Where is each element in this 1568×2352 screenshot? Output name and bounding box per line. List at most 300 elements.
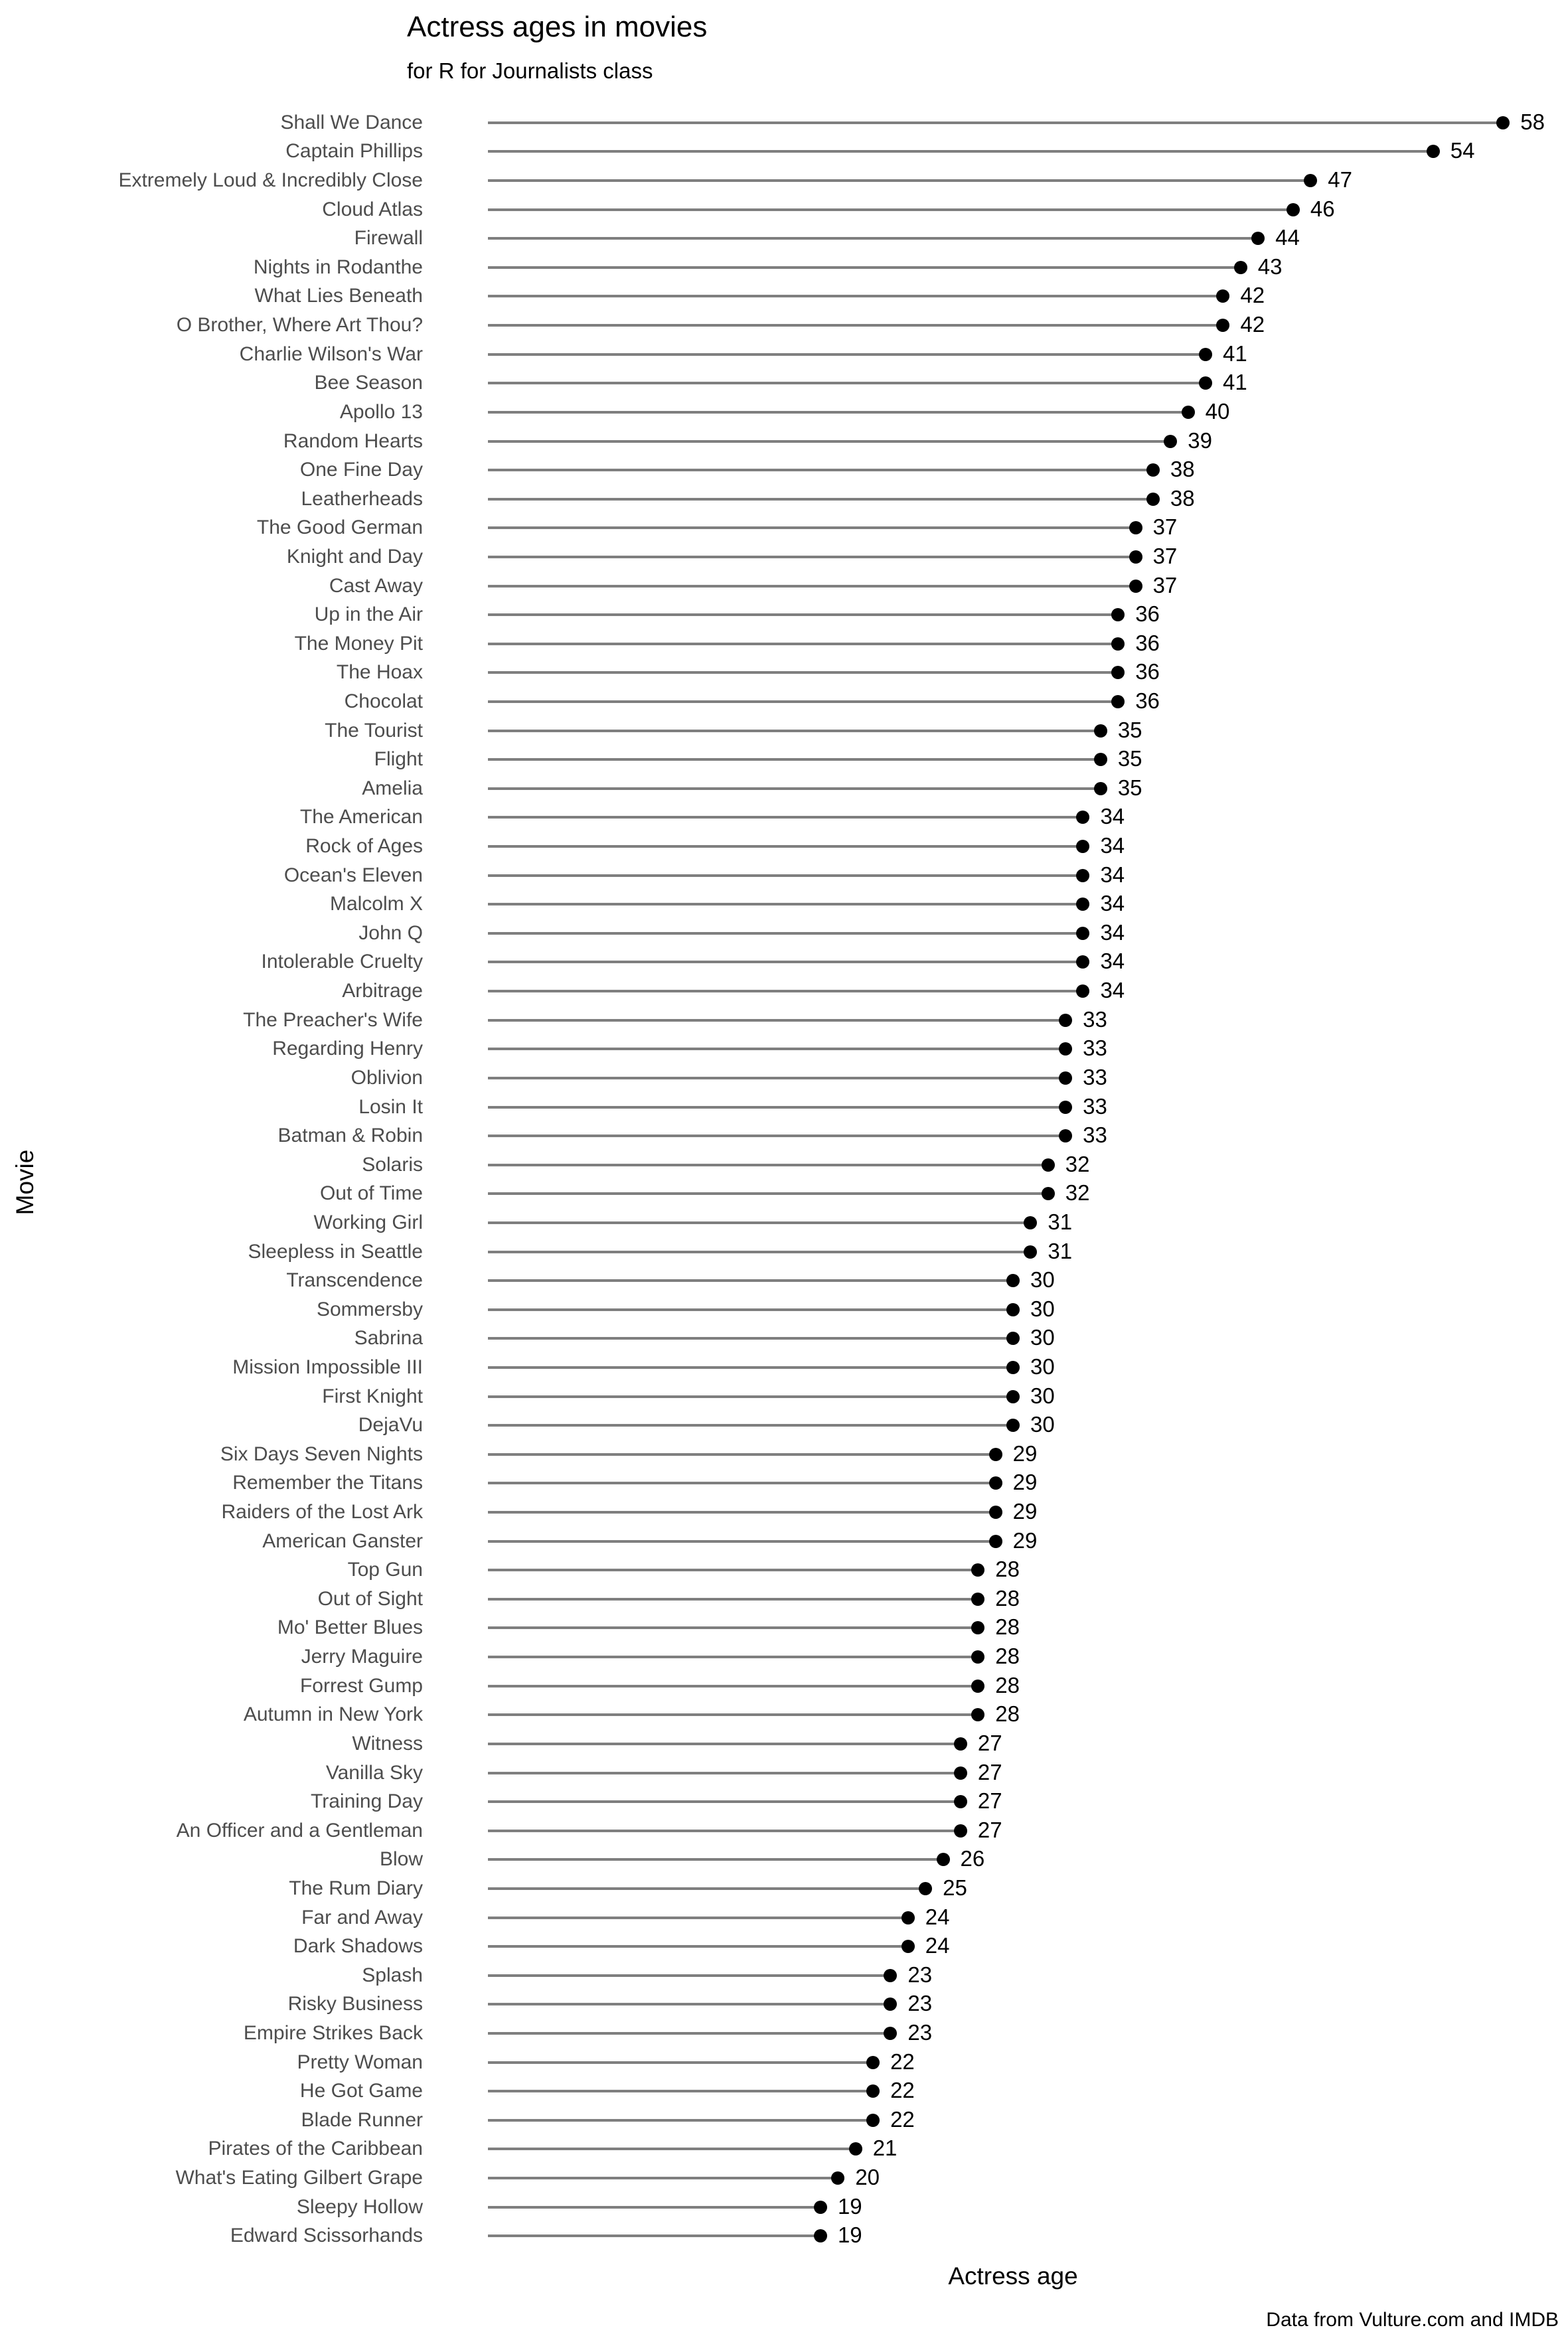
lollipop-line	[488, 643, 1118, 645]
chart-row	[0, 687, 1568, 716]
age-value: 30	[1030, 1412, 1055, 1437]
lollipop-dot	[1146, 463, 1160, 477]
lollipop-track	[488, 1121, 1538, 1150]
lollipop-dot	[1129, 550, 1142, 564]
chart-row	[0, 166, 1568, 195]
lollipop-dot	[1024, 1245, 1037, 1259]
lollipop-dot	[1111, 666, 1125, 679]
lollipop-dot	[1042, 1187, 1055, 1200]
chart-row	[0, 948, 1568, 977]
chart-row	[0, 1555, 1568, 1585]
lollipop-dot	[884, 1969, 897, 1982]
movie-label: Charlie Wilson's War	[239, 343, 423, 365]
lollipop-line	[488, 1800, 961, 1803]
movie-label: Arbitrage	[342, 980, 423, 1002]
chart-row	[0, 774, 1568, 803]
lollipop-dot	[1042, 1158, 1055, 1172]
lollipop-line	[488, 1713, 978, 1716]
lollipop-line	[488, 1540, 996, 1543]
lollipop-track	[488, 1353, 1538, 1382]
lollipop-dot	[1076, 927, 1089, 940]
age-value: 35	[1117, 775, 1142, 801]
chart-row	[0, 108, 1568, 137]
movie-label: Out of Sight	[317, 1587, 423, 1610]
age-value: 34	[1100, 862, 1125, 887]
movie-label: Top Gun	[347, 1559, 423, 1581]
age-value: 40	[1205, 399, 1230, 424]
lollipop-track	[488, 514, 1538, 543]
lollipop-dot	[814, 2229, 827, 2242]
chart-row	[0, 224, 1568, 253]
age-value: 46	[1310, 196, 1335, 221]
lollipop-dot	[989, 1448, 1002, 1461]
lollipop-track	[488, 1180, 1538, 1209]
lollipop-dot	[1496, 116, 1510, 129]
chart-row	[0, 1093, 1568, 1122]
lollipop-line	[488, 700, 1118, 703]
age-value: 25	[943, 1875, 967, 1901]
lollipop-line	[488, 1279, 1013, 1282]
lollipop-line	[488, 671, 1118, 674]
chart-row	[0, 1440, 1568, 1469]
lollipop-track	[488, 890, 1538, 919]
lollipop-track	[488, 455, 1538, 485]
lollipop-line	[488, 2234, 821, 2237]
lollipop-dot	[866, 2084, 880, 2098]
lollipop-line	[488, 932, 1083, 935]
lollipop-line	[488, 903, 1083, 905]
age-value: 37	[1152, 572, 1178, 597]
lollipop-dot	[814, 2201, 827, 2214]
age-value: 54	[1450, 138, 1475, 163]
age-value: 23	[907, 1962, 933, 1988]
lollipop-dot	[1059, 1101, 1072, 1114]
lollipop-track	[488, 1787, 1538, 1816]
chart-row	[0, 1672, 1568, 1701]
movie-label: Malcolm X	[329, 893, 423, 915]
lollipop-track	[488, 1642, 1538, 1672]
lollipop-dot	[1199, 348, 1212, 361]
lollipop-dot	[1076, 955, 1089, 969]
lollipop-track	[488, 803, 1538, 832]
movie-label: Apollo 13	[339, 400, 423, 423]
age-value: 34	[1100, 949, 1125, 974]
lollipop-track	[488, 629, 1538, 659]
chart-row	[0, 659, 1568, 688]
movie-label: Vanilla Sky	[325, 1761, 423, 1784]
lollipop-dot	[989, 1476, 1002, 1490]
lollipop-line	[488, 324, 1223, 327]
chart-row	[0, 485, 1568, 514]
chart-row	[0, 1614, 1568, 1643]
age-value: 41	[1223, 341, 1247, 366]
lollipop-line	[488, 1858, 943, 1861]
chart-row	[0, 282, 1568, 311]
movie-label: Pirates of the Caribbean	[208, 2138, 423, 2160]
lollipop-dot	[971, 1563, 984, 1577]
movie-label: What's Eating Gilbert Grape	[175, 2167, 423, 2189]
lollipop-line	[488, 1743, 961, 1745]
chart-row	[0, 1382, 1568, 1411]
age-value: 29	[1012, 1499, 1038, 1524]
chart-row	[0, 2019, 1568, 2048]
y-axis-title: Movie	[11, 1149, 39, 1215]
lollipop-dot	[971, 1680, 984, 1693]
movie-label: Batman & Robin	[277, 1125, 423, 1147]
age-value: 28	[995, 1644, 1020, 1669]
lollipop-line	[488, 2177, 838, 2179]
movie-label: First Knight	[322, 1385, 423, 1407]
chart-row	[0, 368, 1568, 398]
age-value: 37	[1152, 514, 1178, 540]
lollipop-dot	[1129, 521, 1142, 534]
age-value: 29	[1012, 1441, 1038, 1466]
age-value: 30	[1030, 1267, 1055, 1293]
lollipop-track	[488, 2135, 1538, 2164]
chart-row	[0, 1527, 1568, 1556]
lollipop-dot	[1006, 1303, 1020, 1316]
lollipop-line	[488, 2206, 821, 2209]
lollipop-line	[488, 266, 1241, 269]
movie-label: The Hoax	[336, 661, 423, 684]
chart-row	[0, 2106, 1568, 2135]
movie-label: An Officer and a Gentleman	[176, 1819, 423, 1842]
chart-row	[0, 1180, 1568, 1209]
lollipop-track	[488, 398, 1538, 427]
lollipop-line	[488, 1626, 978, 1629]
chart-row	[0, 1353, 1568, 1382]
age-value: 33	[1083, 1006, 1107, 1032]
lollipop-track	[488, 948, 1538, 977]
chart-row	[0, 977, 1568, 1006]
chart-row	[0, 1759, 1568, 1788]
movie-label: Risky Business	[287, 1993, 423, 2015]
lollipop-dot	[1164, 435, 1177, 448]
lollipop-dot	[971, 1621, 984, 1634]
lollipop-track	[488, 1150, 1538, 1180]
lollipop-track	[488, 224, 1538, 253]
movie-label: Random Hearts	[283, 430, 423, 452]
lollipop-dot	[1024, 1216, 1037, 1229]
chart-row	[0, 1701, 1568, 1730]
lollipop-line	[488, 1395, 1013, 1398]
chart-row	[0, 1903, 1568, 1932]
chart-row	[0, 629, 1568, 659]
chart-row	[0, 2193, 1568, 2222]
movie-label: Knight and Day	[286, 545, 423, 568]
lollipop-dot	[1059, 1071, 1072, 1085]
lollipop-track	[488, 1585, 1538, 1614]
movie-label: Dark Shadows	[293, 1935, 423, 1958]
lollipop-track	[488, 745, 1538, 774]
lollipop-line	[488, 1308, 1013, 1311]
lollipop-track	[488, 1701, 1538, 1730]
lollipop-dot	[831, 2171, 844, 2185]
chart-row	[0, 1006, 1568, 1035]
lollipop-line	[488, 1656, 978, 1658]
lollipop-track	[488, 1527, 1538, 1556]
movie-label: Forrest Gump	[299, 1674, 423, 1697]
chart-row	[0, 1729, 1568, 1759]
lollipop-track	[488, 1237, 1538, 1267]
lollipop-dot	[902, 1940, 915, 1953]
lollipop-dot	[1006, 1332, 1020, 1345]
lollipop-dot	[1076, 840, 1089, 853]
lollipop-line	[488, 1106, 1065, 1109]
movie-label: Solaris	[362, 1153, 423, 1176]
lollipop-dot	[1111, 608, 1125, 621]
lollipop-line	[488, 237, 1258, 240]
lollipop-track	[488, 2019, 1538, 2048]
movie-label: American Ganster	[262, 1529, 423, 1552]
movie-label: Raiders of the Lost Ark	[221, 1501, 423, 1524]
lollipop-line	[488, 1019, 1065, 1022]
lollipop-track	[488, 687, 1538, 716]
lollipop-line	[488, 1482, 996, 1484]
chart-row	[0, 2221, 1568, 2250]
chart-row	[0, 861, 1568, 890]
rows	[0, 108, 1568, 2250]
age-value: 28	[995, 1672, 1020, 1697]
age-value: 36	[1135, 659, 1160, 684]
movie-label: Out of Time	[319, 1182, 423, 1205]
age-value: 33	[1083, 1065, 1107, 1090]
lollipop-track	[488, 195, 1538, 224]
movie-label: Six Days Seven Nights	[220, 1443, 423, 1465]
age-value: 29	[1012, 1528, 1038, 1553]
lollipop-track	[488, 1903, 1538, 1932]
age-value: 22	[890, 2107, 915, 2132]
movie-label: Far and Away	[301, 1906, 423, 1928]
movie-label: Cloud Atlas	[322, 198, 423, 220]
lollipop-line	[488, 1251, 1030, 1253]
chart-row	[0, 2135, 1568, 2164]
movie-label: DejaVu	[358, 1414, 423, 1437]
lollipop-dot	[971, 1708, 984, 1721]
lollipop-dot	[1094, 724, 1107, 738]
movie-label: He Got Game	[299, 2080, 423, 2102]
lollipop-line	[488, 845, 1083, 848]
age-value: 26	[960, 1846, 985, 1871]
movie-label: The American	[299, 806, 423, 828]
lollipop-track	[488, 1729, 1538, 1759]
lollipop-track	[488, 600, 1538, 629]
movie-label: The Money Pit	[294, 632, 423, 655]
lollipop-line	[488, 961, 1083, 963]
chart-row	[0, 2077, 1568, 2106]
lollipop-dot	[1146, 493, 1160, 506]
lollipop-dot	[1076, 869, 1089, 882]
lollipop-line	[488, 440, 1170, 443]
chart-title: Actress ages in movies	[407, 11, 708, 43]
chart-row	[0, 253, 1568, 282]
age-value: 28	[995, 1614, 1020, 1640]
lollipop-track	[488, 1672, 1538, 1701]
lollipop-track	[488, 659, 1538, 688]
age-value: 22	[890, 2078, 915, 2103]
movie-label: Rock of Ages	[305, 835, 423, 858]
chart-row	[0, 542, 1568, 572]
lollipop-line	[488, 121, 1503, 124]
lollipop-dot	[954, 1737, 967, 1751]
lollipop-track	[488, 166, 1538, 195]
lollipop-line	[488, 208, 1293, 211]
lollipop-line	[488, 1366, 1013, 1369]
chart-row	[0, 137, 1568, 167]
movie-label: Autumn in New York	[243, 1703, 423, 1726]
age-value: 27	[977, 1817, 1002, 1842]
lollipop-line	[488, 613, 1118, 616]
lollipop-track	[488, 1382, 1538, 1411]
lollipop-track	[488, 1324, 1538, 1354]
chart-row	[0, 514, 1568, 543]
age-value: 27	[977, 1759, 1002, 1784]
movie-label: Blow	[379, 1848, 423, 1871]
lollipop-line	[488, 1135, 1065, 1137]
lollipop-dot	[1234, 261, 1247, 274]
lollipop-dot	[1076, 898, 1089, 911]
age-value: 36	[1135, 601, 1160, 627]
lollipop-dot	[954, 1795, 967, 1808]
movie-label: Splash	[362, 1964, 423, 1986]
lollipop-dot	[866, 2114, 880, 2127]
lollipop-track	[488, 572, 1538, 601]
chart-row	[0, 1585, 1568, 1614]
lollipop-dot	[1059, 1042, 1072, 1056]
movie-label: Shall We Dance	[280, 111, 423, 133]
age-value: 34	[1100, 804, 1125, 829]
lollipop-track	[488, 2077, 1538, 2106]
lollipop-track	[488, 1816, 1538, 1845]
movie-label: Pretty Woman	[297, 2051, 423, 2073]
movie-label: Leatherheads	[301, 487, 423, 510]
movie-label: Witness	[352, 1732, 423, 1755]
age-value: 32	[1065, 1151, 1090, 1176]
lollipop-line	[488, 2148, 856, 2150]
lollipop-dot	[1287, 203, 1300, 216]
age-value: 27	[977, 1788, 1002, 1814]
age-value: 34	[1100, 978, 1125, 1003]
age-value: 47	[1328, 167, 1352, 193]
age-value: 30	[1030, 1354, 1055, 1379]
movie-label: Captain Phillips	[285, 140, 423, 163]
age-value: 23	[907, 1991, 933, 2016]
chart-row	[0, 1121, 1568, 1150]
lollipop-line	[488, 411, 1188, 414]
movie-label: The Tourist	[325, 719, 423, 742]
lollipop-dot	[971, 1593, 984, 1606]
lollipop-dot	[1427, 145, 1440, 158]
movie-label: John Q	[358, 921, 423, 944]
lollipop-track	[488, 282, 1538, 311]
chart-subtitle: for R for Journalists class	[407, 58, 653, 83]
lollipop-line	[488, 990, 1083, 992]
age-value: 33	[1083, 1123, 1107, 1148]
age-value: 36	[1135, 688, 1160, 714]
chart-row	[0, 340, 1568, 369]
lollipop-track	[488, 1932, 1538, 1961]
movie-label: Up in the Air	[314, 603, 423, 626]
lollipop-line	[488, 2061, 873, 2064]
age-value: 28	[995, 1557, 1020, 1582]
chart-row	[0, 1035, 1568, 1064]
chart-row	[0, 1498, 1568, 1527]
chart-row	[0, 195, 1568, 224]
chart-row	[0, 1990, 1568, 2019]
age-value: 31	[1048, 1238, 1073, 1263]
chart-row	[0, 716, 1568, 745]
lollipop-track	[488, 1411, 1538, 1440]
chart-row	[0, 1932, 1568, 1961]
age-value: 19	[837, 2223, 862, 2248]
age-value: 35	[1117, 746, 1142, 771]
chart-row	[0, 398, 1568, 427]
lollipop-dot	[1094, 782, 1107, 795]
lollipop-track	[488, 2048, 1538, 2077]
lollipop-track	[488, 253, 1538, 282]
lollipop-dot	[1251, 232, 1265, 245]
lollipop-track	[488, 1469, 1538, 1498]
age-value: 28	[995, 1701, 1020, 1727]
age-value: 42	[1240, 283, 1265, 308]
chart-row	[0, 1874, 1568, 1903]
lollipop-track	[488, 137, 1538, 167]
age-value: 37	[1152, 544, 1178, 569]
age-value: 41	[1223, 370, 1247, 395]
lollipop-line	[488, 1974, 890, 1977]
lollipop-track	[488, 1035, 1538, 1064]
lollipop-line	[488, 1221, 1030, 1224]
lollipop-track	[488, 1295, 1538, 1324]
chart-row	[0, 572, 1568, 601]
lollipop-dot	[1006, 1390, 1020, 1403]
age-value: 23	[907, 2020, 933, 2045]
chart-row	[0, 1816, 1568, 1845]
age-value: 30	[1030, 1325, 1055, 1350]
age-value: 34	[1100, 891, 1125, 916]
lollipop-track	[488, 977, 1538, 1006]
movie-label: Flight	[374, 748, 423, 771]
lollipop-dot	[971, 1650, 984, 1664]
lollipop-track	[488, 1440, 1538, 1469]
lollipop-line	[488, 1511, 996, 1514]
age-value: 35	[1117, 717, 1142, 742]
lollipop-line	[488, 758, 1101, 761]
lollipop-track	[488, 774, 1538, 803]
chart-row	[0, 1469, 1568, 1498]
chart-row	[0, 1324, 1568, 1354]
lollipop-dot	[884, 1998, 897, 2011]
lollipop-line	[488, 1164, 1048, 1166]
movie-label: Sleepless in Seattle	[248, 1240, 423, 1263]
chart-row	[0, 919, 1568, 948]
lollipop-line	[488, 1772, 961, 1774]
lollipop-dot	[1304, 174, 1317, 187]
movie-label: O Brother, Where Art Thou?	[176, 314, 423, 337]
lollipop-track	[488, 1093, 1538, 1122]
movie-label: The Preacher's Wife	[243, 1008, 423, 1031]
lollipop-track	[488, 861, 1538, 890]
chart-row	[0, 890, 1568, 919]
age-value: 39	[1188, 428, 1213, 453]
movie-label: Chocolat	[344, 690, 423, 712]
lollipop-line	[488, 526, 1136, 529]
lollipop-line	[488, 1945, 908, 1948]
movie-label: Blade Runner	[301, 2108, 423, 2131]
lollipop-dot	[1216, 289, 1229, 303]
lollipop-dot	[937, 1853, 950, 1866]
movie-label: Edward Scissorhands	[230, 2225, 423, 2247]
